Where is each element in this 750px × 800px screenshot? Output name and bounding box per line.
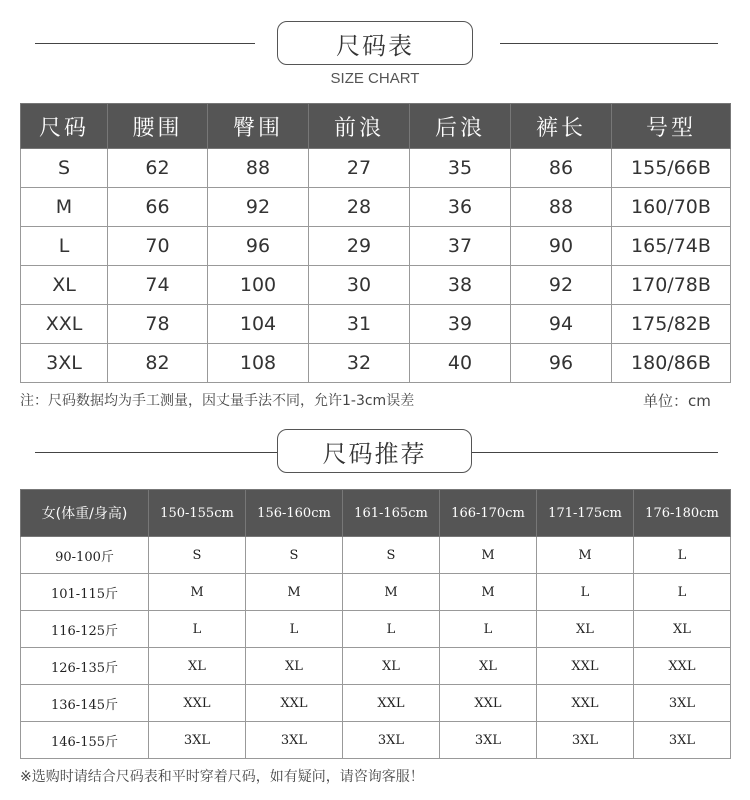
recommend-table-row-label: 126-135斤 — [21, 648, 149, 685]
recommend-table-cell: XXL — [537, 685, 634, 722]
size-table-cell: 66 — [108, 188, 208, 227]
recommend-table-cell: XXL — [149, 685, 246, 722]
recommend-table-header-cell: 156-160cm — [246, 490, 343, 537]
recommend-table-cell: S — [246, 537, 343, 574]
recommend-table-row-label: 136-145斤 — [21, 685, 149, 722]
recommend-table-header — [21, 490, 731, 537]
size-table-cell: 38 — [410, 266, 511, 305]
size-table-row — [21, 188, 731, 227]
size-table-row — [21, 266, 731, 305]
size-table-cell: 86 — [511, 149, 612, 188]
size-table-cell: 78 — [108, 305, 208, 344]
recommend-table-row-label: 101-115斤 — [21, 574, 149, 611]
recommend-table-cell: L — [343, 611, 440, 648]
size-table-cell: 88 — [208, 149, 309, 188]
size-chart-subtitle: SIZE CHART — [330, 70, 420, 87]
size-table-cell: 29 — [309, 227, 410, 266]
size-table-cell: 37 — [410, 227, 511, 266]
recommend-table-cell: L — [634, 574, 731, 611]
recommend-table-cell: L — [149, 611, 246, 648]
size-table-cell: 170/78B — [612, 266, 731, 305]
size-table-cell: 30 — [309, 266, 410, 305]
size-table-cell: 104 — [208, 305, 309, 344]
recommend-table-cell: M — [343, 574, 440, 611]
recommend-table-cell: 3XL — [634, 685, 731, 722]
size-chart-table — [20, 103, 731, 383]
recommend-table-cell: L — [440, 611, 537, 648]
size-table-cell: 92 — [208, 188, 309, 227]
recommend-table-cell: M — [537, 537, 634, 574]
size-table-row — [21, 305, 731, 344]
recommend-table-cell: L — [246, 611, 343, 648]
recommend-table-cell: XXL — [343, 685, 440, 722]
divider-left-2 — [35, 452, 277, 453]
recommend-table-cell: M — [246, 574, 343, 611]
size-table-header-cell: 号型 — [612, 104, 731, 149]
size-table-cell: 92 — [511, 266, 612, 305]
size-table-row-label: XXL — [21, 305, 108, 344]
size-table-cell: 108 — [208, 344, 309, 383]
recommend-table-header-cell: 150-155cm — [149, 490, 246, 537]
recommend-table-cell: XL — [634, 611, 731, 648]
size-chart-title: 尺码表 — [277, 21, 473, 65]
size-table-header-cell: 前浪 — [309, 104, 410, 149]
size-table-cell: 39 — [410, 305, 511, 344]
size-table-cell: 36 — [410, 188, 511, 227]
recommend-table-row — [21, 722, 731, 759]
recommend-table-cell: 3XL — [634, 722, 731, 759]
size-table-cell: 27 — [309, 149, 410, 188]
size-recommend-title: 尺码推荐 — [277, 429, 472, 473]
size-table-row-label: L — [21, 227, 108, 266]
recommend-table-header-cell: 176-180cm — [634, 490, 731, 537]
recommend-table-cell: 3XL — [246, 722, 343, 759]
recommend-table-cell: XL — [343, 648, 440, 685]
recommend-table-cell: S — [149, 537, 246, 574]
recommend-table-cell: XL — [246, 648, 343, 685]
recommend-table-cell: L — [537, 574, 634, 611]
recommend-table-cell: 3XL — [440, 722, 537, 759]
recommend-table-cell: 3XL — [343, 722, 440, 759]
recommend-table-cell: L — [634, 537, 731, 574]
size-table-row-label: XL — [21, 266, 108, 305]
recommend-table-row-label: 116-125斤 — [21, 611, 149, 648]
purchase-footnote: ※选购时请结合尺码表和平时穿着尺码，如有疑问，请咨询客服！ — [20, 769, 424, 785]
size-table-cell: 180/86B — [612, 344, 731, 383]
size-table-cell: 88 — [511, 188, 612, 227]
recommend-table-cell: M — [149, 574, 246, 611]
recommend-table-row — [21, 685, 731, 722]
unit-label: 单位：cm — [643, 392, 711, 410]
size-table-row — [21, 344, 731, 383]
size-table-cell: 175/82B — [612, 305, 731, 344]
size-table-cell: 155/66B — [612, 149, 731, 188]
recommend-table-row-label: 146-155斤 — [21, 722, 149, 759]
recommend-table-row — [21, 537, 731, 574]
size-table-header — [21, 104, 731, 149]
size-table-cell: 40 — [410, 344, 511, 383]
recommend-table-cell: XXL — [246, 685, 343, 722]
size-table-header-cell: 腰围 — [108, 104, 208, 149]
size-table-header-cell: 臀围 — [208, 104, 309, 149]
recommend-table-header-cell: 161-165cm — [343, 490, 440, 537]
size-table-cell: 160/70B — [612, 188, 731, 227]
size-table-cell: 35 — [410, 149, 511, 188]
size-table-cell: 82 — [108, 344, 208, 383]
size-table-cell: 31 — [309, 305, 410, 344]
recommend-table-row — [21, 611, 731, 648]
size-table-header-cell: 裤长 — [511, 104, 612, 149]
size-table-cell: 100 — [208, 266, 309, 305]
size-table-cell: 96 — [511, 344, 612, 383]
size-table-header-cell: 尺码 — [21, 104, 108, 149]
size-recommend-table — [20, 489, 731, 759]
recommend-table-cell: XXL — [634, 648, 731, 685]
size-table-cell: 96 — [208, 227, 309, 266]
size-table-cell: 28 — [309, 188, 410, 227]
recommend-table-cell: 3XL — [149, 722, 246, 759]
size-table-row — [21, 227, 731, 266]
size-table-cell: 90 — [511, 227, 612, 266]
size-table-row-label: M — [21, 188, 108, 227]
recommend-table-cell: XL — [149, 648, 246, 685]
recommend-table-cell: XL — [537, 611, 634, 648]
recommend-table-cell: XL — [440, 648, 537, 685]
recommend-table-row — [21, 574, 731, 611]
size-table-cell: 74 — [108, 266, 208, 305]
recommend-table-header-cell: 女(体重/身高) — [21, 490, 149, 537]
size-table-row — [21, 149, 731, 188]
recommend-table-cell: M — [440, 537, 537, 574]
recommend-table-header-cell: 171-175cm — [537, 490, 634, 537]
size-table-header-cell: 后浪 — [410, 104, 511, 149]
recommend-table-cell: XXL — [440, 685, 537, 722]
size-table-cell: 165/74B — [612, 227, 731, 266]
size-table-row-label: 3XL — [21, 344, 108, 383]
recommend-table-cell: XXL — [537, 648, 634, 685]
size-table-cell: 70 — [108, 227, 208, 266]
recommend-table-cell: M — [440, 574, 537, 611]
size-table-cell: 94 — [511, 305, 612, 344]
recommend-table-header-cell: 166-170cm — [440, 490, 537, 537]
divider-right — [500, 43, 718, 44]
recommend-table-row — [21, 648, 731, 685]
size-table-cell: 32 — [309, 344, 410, 383]
recommend-table-row-label: 90-100斤 — [21, 537, 149, 574]
recommend-table-cell: 3XL — [537, 722, 634, 759]
divider-right-2 — [472, 452, 718, 453]
divider-left — [35, 43, 255, 44]
size-table-cell: 62 — [108, 149, 208, 188]
measurement-note: 注：尺码数据均为手工测量，因丈量手法不同，允许1-3cm误差 — [20, 393, 415, 409]
recommend-table-cell: S — [343, 537, 440, 574]
size-table-row-label: S — [21, 149, 108, 188]
